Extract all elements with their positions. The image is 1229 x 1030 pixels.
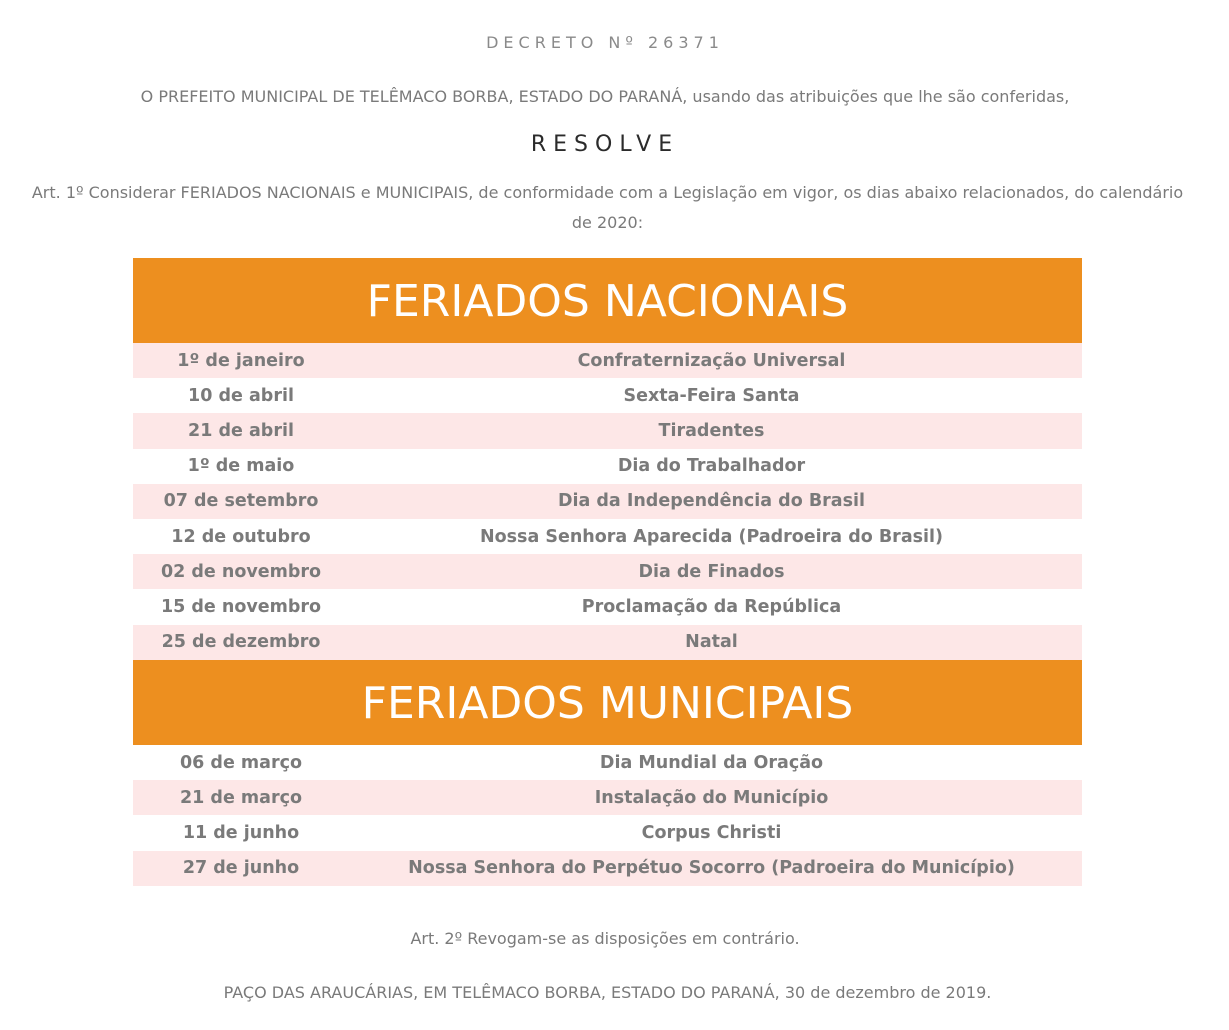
holiday-date: 27 de junho [182,858,300,879]
table-row [133,625,1082,660]
table-row [133,449,1082,484]
decree-title: DECRETO Nº 26371 [486,33,724,52]
holiday-name: Corpus Christi [641,822,782,843]
holiday-name: Dia da Independência do Brasil [557,491,866,512]
decree-intro: O PREFEITO MUNICIPAL DE TELÊMACO BORBA, ESTADO DO PARANÁ, usando das atribuições que lhe são conferidas, [140,87,1070,106]
holiday-name: Dia do Trabalhador [617,456,806,477]
table-row [133,745,1082,780]
holiday-date: 12 de outubro [171,526,311,547]
holiday-name: Dia Mundial da Oração [599,752,824,773]
municipal-holidays-table [133,660,1082,886]
table-row [133,413,1082,448]
table-row [133,519,1082,554]
holiday-date: 21 de abril [188,420,294,441]
holiday-name: Proclamação da República [581,596,842,617]
holiday-name: Confraternização Universal [577,350,846,371]
resolve-heading: RESOLVE [530,132,680,157]
holiday-date: 10 de abril [188,385,294,406]
article-1: Art. 1º Considerar FERIADOS NACIONAIS e MUNICIPAIS, de conformidade com a Legislação em vigor, os dias abaixo relacionados, do calendário de 2020: [31,183,1184,232]
holiday-date: 07 de setembro [163,491,319,512]
holiday-date: 1º de janeiro [177,350,305,371]
holiday-name: Instalação do Município [594,787,829,808]
holiday-name: Dia de Finados [638,561,785,582]
table-row [133,589,1082,624]
national-holidays-table [133,258,1082,660]
holiday-date: 15 de novembro [160,596,322,617]
holiday-date: 02 de novembro [160,561,322,582]
table-row [133,378,1082,413]
holiday-date: 11 de junho [182,822,300,843]
table-row [133,343,1082,378]
holiday-name: Natal [685,632,738,653]
table-row [133,780,1082,815]
holiday-date: 1º de maio [187,456,295,477]
article-2: Art. 2º Revogam-se as disposições em contrário. [410,929,800,948]
holiday-name: Nossa Senhora do Perpétuo Socorro (Padroeira do Município) [408,858,1015,879]
table-row [133,815,1082,850]
holiday-date: 21 de março [179,787,302,808]
holiday-date: 06 de março [179,752,302,773]
table-row [133,484,1082,519]
municipal-holidays-header: FERIADOS MUNICIPAIS [133,660,1082,745]
holiday-name: Sexta-Feira Santa [623,385,800,406]
national-holidays-header: FERIADOS NACIONAIS [133,258,1082,343]
table-row [133,851,1082,886]
holiday-name: Nossa Senhora Aparecida (Padroeira do Brasil) [479,526,944,547]
holiday-name: Tiradentes [658,420,765,441]
table-row [133,554,1082,589]
closing-line: PAÇO DAS ARAUCÁRIAS, EM TELÊMACO BORBA, ESTADO DO PARANÁ, 30 de dezembro de 2019. [223,983,992,1002]
holiday-date: 25 de dezembro [161,632,321,653]
